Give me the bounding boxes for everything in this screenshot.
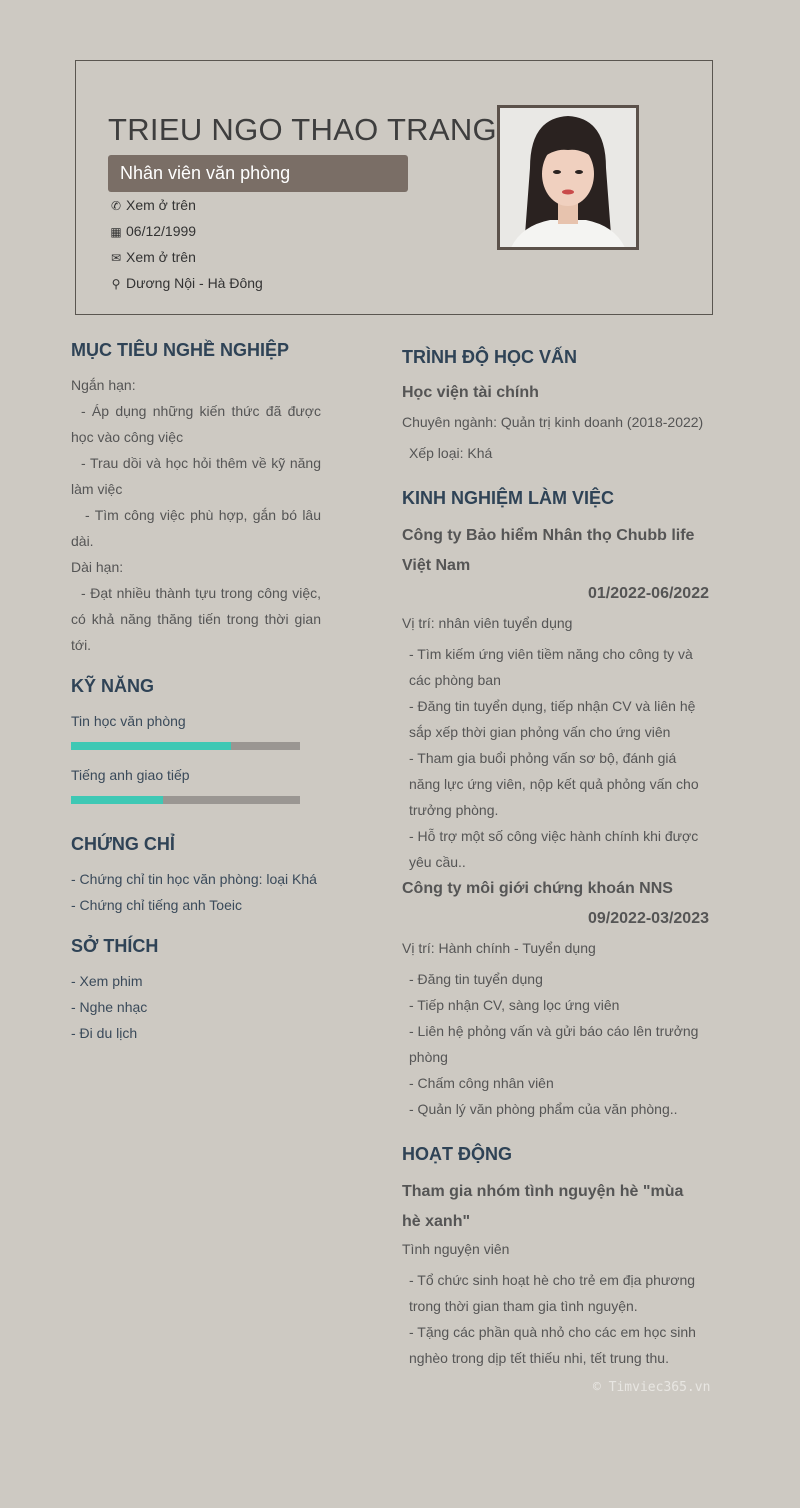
map-marker-icon: ⚲ — [111, 277, 121, 291]
skill-bar-fill — [71, 796, 163, 804]
objective-short-2: - Trau dồi và học hỏi thêm về kỹ năng làm việc — [71, 455, 321, 497]
birthday-cake-icon: ▦ — [110, 225, 122, 239]
profile-photo — [497, 105, 639, 250]
job-position: Nhân viên văn phòng — [108, 155, 408, 192]
objective-title: MỤC TIÊU NGHỀ NGHIỆP — [71, 340, 290, 360]
skill-bar — [71, 796, 300, 804]
activity-role: Tình nguyện viên — [402, 1241, 510, 1257]
education-title: TRÌNH ĐỘ HỌC VẤN — [402, 347, 577, 367]
experience-title: KINH NGHIỆM LÀM VIỆC — [402, 488, 615, 508]
certificate-item: - Chứng chỉ tin học văn phòng: loại Khá — [71, 871, 317, 887]
education-school: Học viện tài chính — [402, 384, 539, 401]
job-period: 09/2022-03/2023 — [588, 910, 709, 927]
objective-long-label: Dài hạn: — [71, 559, 124, 575]
education-major: Chuyên ngành: Quản trị kinh doanh (2018-2022) — [402, 414, 704, 430]
certificates-title: CHỨNG CHỈ — [71, 834, 175, 854]
job-task: - Quản lý văn phòng phẩm của văn phòng.. — [409, 1101, 678, 1117]
objective-short-1: - Áp dụng những kiến thức đã được học vào công việc — [71, 403, 321, 445]
contact-address — [108, 275, 263, 291]
job-task: - Liên hệ phỏng vấn và gửi báo cáo lên trưởng phòng — [409, 1023, 699, 1065]
job-task: - Tham gia buổi phỏng vấn sơ bộ, đánh giá năng lực ứng viên, nộp kết quả phỏng vấn cho trưởng phòng. — [409, 750, 699, 818]
objective-long-1: - Đạt nhiều thành tựu trong công việc, có khả năng thăng tiến trong thời gian tới. — [71, 585, 321, 653]
profile-portrait — [500, 108, 636, 250]
skill-bar-fill — [71, 742, 231, 750]
activity-name: Tham gia nhóm tình nguyện hè "mùa hè xanh" — [402, 1183, 684, 1230]
hobby-item: - Xem phim — [71, 973, 143, 989]
address-text: Dương Nội - Hà Đông — [126, 275, 263, 291]
job-task: - Hỗ trợ một số công việc hành chính khi được yêu cầu.. — [409, 828, 699, 870]
activity-task: - Tặng các phần quà nhỏ cho các em học sinh nghèo trong dịp tết thiếu nhi, tết trung thu. — [409, 1324, 696, 1366]
watermark: © Timviec365.vn — [593, 1380, 711, 1395]
certificate-item: - Chứng chỉ tiếng anh Toeic — [71, 897, 242, 913]
job-task: - Đăng tin tuyển dụng, tiếp nhận CV và liên hệ sắp xếp thời gian phỏng vấn cho ứng viên — [409, 698, 696, 740]
job-task: - Tiếp nhận CV, sàng lọc ứng viên — [409, 997, 620, 1013]
hobby-item: - Nghe nhạc — [71, 999, 148, 1015]
skill-bar — [71, 742, 300, 750]
hobbies-title: SỞ THÍCH — [71, 936, 159, 956]
contact-birthday — [108, 223, 196, 239]
objective-short-3: - Tìm công việc phù hợp, gắn bó lâu dài. — [71, 507, 321, 549]
contact-email — [108, 249, 196, 265]
skills-title: KỸ NĂNG — [71, 676, 155, 696]
skill-name: Tin học văn phòng — [71, 713, 186, 729]
email-text: Xem ở trên — [126, 249, 196, 265]
candidate-name: TRIEU NGO THAO TRANG — [108, 112, 497, 147]
job-task: - Đăng tin tuyển dụng — [409, 971, 543, 987]
envelope-icon: ✉ — [110, 251, 122, 265]
job-period: 01/2022-06/2022 — [588, 585, 709, 602]
activities-title: HOẠT ĐỘNG — [402, 1144, 512, 1164]
hobby-item: - Đi du lịch — [71, 1025, 138, 1041]
birthday-text: 06/12/1999 — [126, 223, 197, 239]
phone-text: Xem ở trên — [126, 197, 196, 213]
job-role: Vị trí: nhân viên tuyển dụng — [402, 615, 573, 631]
education-grade: Xếp loại: Khá — [409, 445, 493, 461]
job-task: - Chấm công nhân viên — [409, 1075, 554, 1091]
phone-icon: ✆ — [110, 199, 122, 213]
activity-task: - Tổ chức sinh hoạt hè cho trẻ em địa phương trong thời gian tham gia tình nguyện. — [409, 1272, 696, 1314]
job-role: Vị trí: Hành chính - Tuyển dụng — [402, 940, 596, 956]
objective-short-label: Ngắn hạn: — [71, 377, 136, 393]
contact-phone — [108, 197, 196, 213]
skill-name: Tiếng anh giao tiếp — [71, 767, 190, 783]
job-company: Công ty Bảo hiểm Nhân thọ Chubb life Việt Nam — [402, 527, 695, 574]
job-task: - Tìm kiếm ứng viên tiềm năng cho công ty và các phòng ban — [409, 646, 693, 688]
job-company: Công ty môi giới chứng khoán NNS — [402, 880, 673, 897]
